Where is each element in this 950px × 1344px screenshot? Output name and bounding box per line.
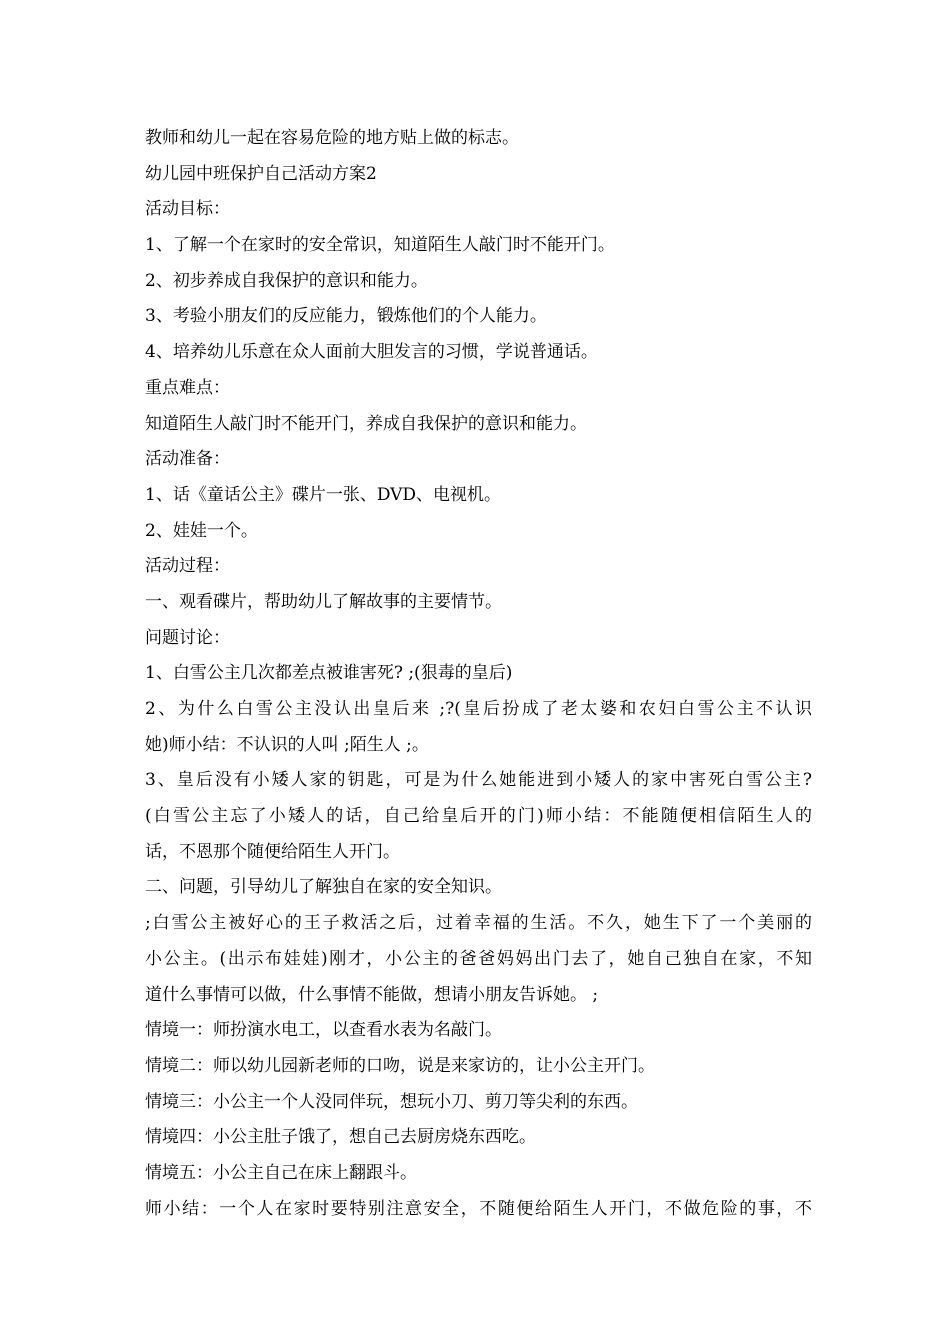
scenario-item: 情境五：小公主自己在床上翻跟斗。 (145, 1162, 417, 1183)
heading-goals: 活动目标： (145, 199, 230, 220)
section-title: 幼儿园中班保护自己活动方案2 (145, 163, 377, 184)
paragraph-line: 小公主。(出示布娃娃)刚才，小公主的爸爸妈妈出门去了，她自己独自在家，不知 (145, 948, 812, 969)
scenario-item: 情境四：小公主肚子饿了，想自己去厨房烧东西吃。 (145, 1127, 536, 1148)
question-item: 1、白雪公主几次都差点被谁害死? ;(狠毒的皇后) (145, 663, 513, 684)
paragraph-line: 教师和幼儿一起在容易危险的地方贴上做的标志。 (145, 128, 519, 148)
scenario-item: 情境一：师扮演水电工，以查看水表为名敲门。 (145, 1020, 502, 1041)
paragraph-line: 一、观看碟片，帮助幼儿了解故事的主要情节。 (145, 591, 502, 612)
paragraph-line: ;白雪公主被好心的王子救活之后，过着幸福的生活。不久，她生下了一个美丽的 (145, 913, 812, 934)
goal-item: 4、培养幼儿乐意在众人面前大胆发言的习惯，学说普通话。 (145, 342, 598, 363)
goal-item: 3、考验小朋友们的反应能力，锻炼他们的个人能力。 (145, 306, 547, 327)
goal-item: 2、初步养成自我保护的意识和能力。 (145, 270, 428, 291)
paragraph-line: 师小结：一个人在家时要特别注意安全，不随便给陌生人开门，不做危险的事，不 (145, 1198, 812, 1219)
paragraph-line: (白雪公主忘了小矮人的话，自己给皇后开的门)师小结：不能随便相信陌生人的 (145, 806, 812, 827)
document-body (145, 121, 812, 1227)
paragraph-line: 知道陌生人敲门时不能开门，养成自我保护的意识和能力。 (145, 413, 587, 434)
heading-process: 活动过程： (145, 556, 230, 577)
preparation-item: 1、话《童话公主》碟片一张、DVD、电视机。 (145, 484, 502, 505)
heading-preparation: 活动准备： (145, 449, 230, 470)
paragraph-line: 二、问题，引导幼儿了解独自在家的安全知识。 (145, 877, 502, 898)
paragraph-line: 话，不恩那个随便给陌生人开门。 (145, 841, 400, 862)
heading-discussion: 问题讨论： (145, 627, 230, 648)
question-item: 3、皇后没有小矮人家的钥匙，可是为什么她能进到小矮人的家中害死白雪公主? (145, 770, 812, 791)
paragraph-line: 她)师小结：不认识的人叫 ;陌生人 ;。 (145, 734, 429, 755)
paragraph-line: 道什么事情可以做，什么事情不能做，想请小朋友告诉她。 ; (145, 984, 599, 1005)
heading-key-points: 重点难点： (145, 377, 230, 398)
preparation-item: 2、娃娃一个。 (145, 520, 258, 541)
scenario-item: 情境三：小公主一个人没同伴玩，想玩小刀、剪刀等尖利的东西。 (145, 1091, 638, 1112)
question-item: 2、为什么白雪公主没认出皇后来 ;?(皇后扮成了老太婆和农妇白雪公主不认识 (145, 699, 812, 719)
scenario-item: 情境二：师以幼儿园新老师的口吻，说是来家访的，让小公主开门。 (145, 1055, 655, 1076)
goal-item: 1、了解一个在家时的安全常识，知道陌生人敲门时不能开门。 (145, 235, 615, 256)
